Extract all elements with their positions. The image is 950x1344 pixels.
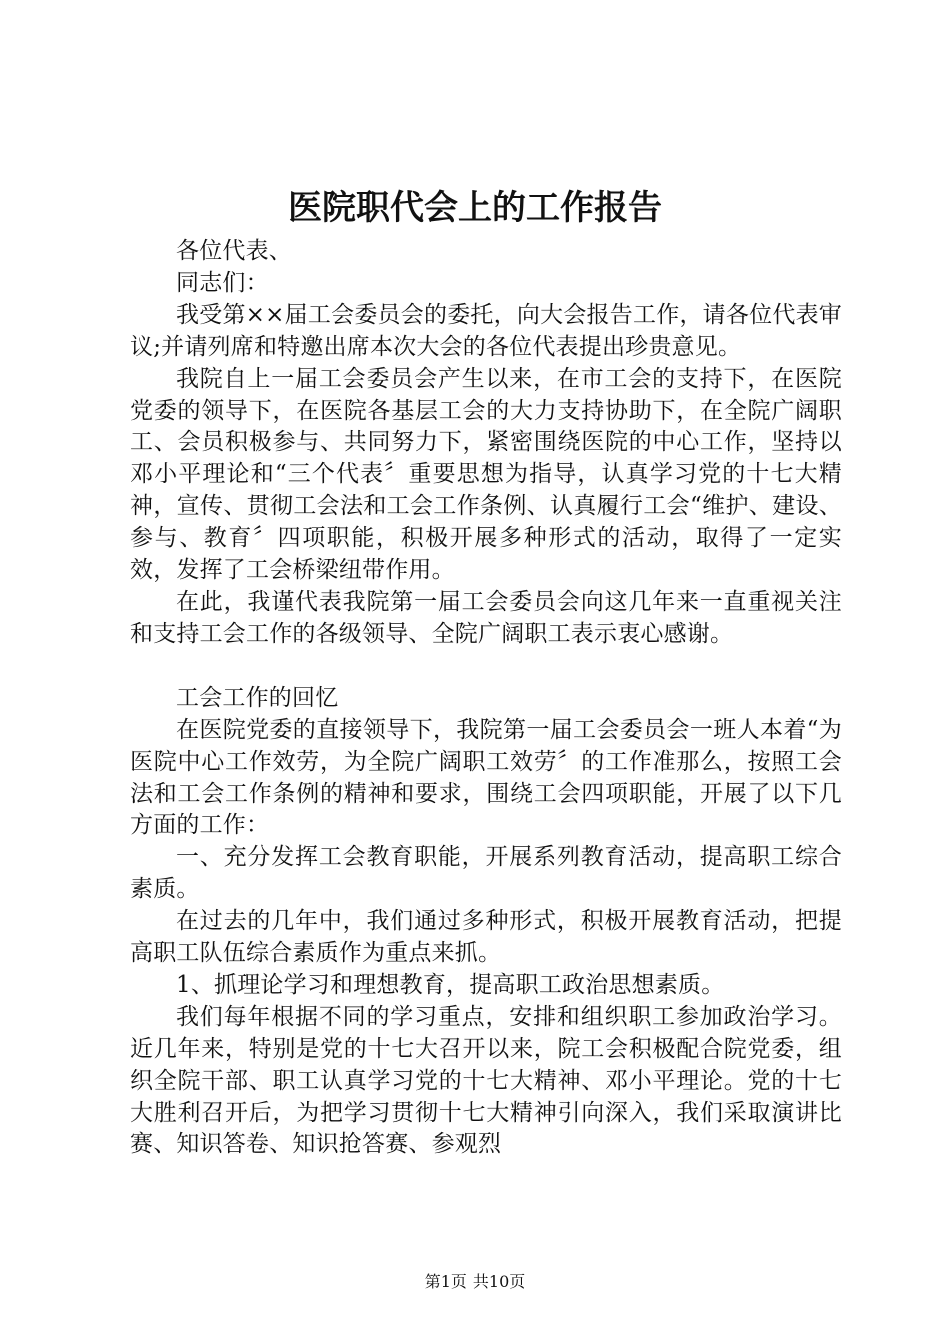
body-paragraph: 在过去的几年中，我们通过多种形式，积极开展教育活动，把提高职工队伍综合素质作为重点来抓。 [130,908,842,967]
body-paragraph: 我院自上一届工会委员会产生以来，在市工会的支持下，在医院党委的领导下，在医院各基层工会的大力支持协助下，在全院广阔职工、会员积极参与、共同努力下，紧密围绕医院的中心工作，坚持以邓小平理论和“三个代表〞重要思想为指导，认真学习党的十七大精神，宣传、贯彻工会法和工会工作条例、认真履行工会“维护、建设、参与、教育〞四项职能，积极开展多种形式的活动，取得了一定实效，发挥了工会桥梁纽带作用。 [130,365,842,584]
body-paragraph: 在此，我谨代表我院第一届工会委员会向这几年来一直重视关注和支持工会工作的各级领导、全院广阔职工表示衷心感谢。 [130,588,842,647]
document-title: 医院职代会上的工作报告 [288,188,662,228]
page-total: 共10页 [472,1272,526,1291]
salutation-2: 同志们： [176,269,269,296]
body-paragraph: 我们每年根据不同的学习重点，安排和组织职工参加政治学习。近几年来，特别是党的十七大召开以来，院工会积极配合院党委，组织全院干部、职工认真学习党的十七大精神、邓小平理论。党的十七大胜利召开后，为把学习贯彻十七大精神引向深入，我们采取演讲比赛、知识答卷、知识抢答赛、参观烈 [130,1003,842,1158]
body-paragraph: 我受第××届工会委员会的委托，向大会报告工作，请各位代表审议;并请列席和特邀出席本次大会的各位代表提出珍贵意见。 [130,301,842,360]
body-paragraph: 在医院党委的直接领导下，我院第一届工会委员会一班人本着“为医院中心工作效劳，为全院广阔职工效劳〞的工作准那么，按照工会法和工会工作条例的精神和要求，围绕工会四项职能，开展了以下几方面的工作： [130,716,842,839]
page-footer [0,1272,950,1292]
page-number: 第1页 [424,1272,467,1291]
document-body [130,236,842,1161]
subsection-heading: 一、充分发挥工会教育职能，开展系列教育活动，提高职工综合素质。 [130,844,842,903]
subsection-heading: 1、抓理论学习和理想教育，提高职工政治思想素质。 [176,971,725,998]
salutation-1: 各位代表、 [176,238,292,264]
section-heading: 工会工作的回忆 [176,684,339,711]
